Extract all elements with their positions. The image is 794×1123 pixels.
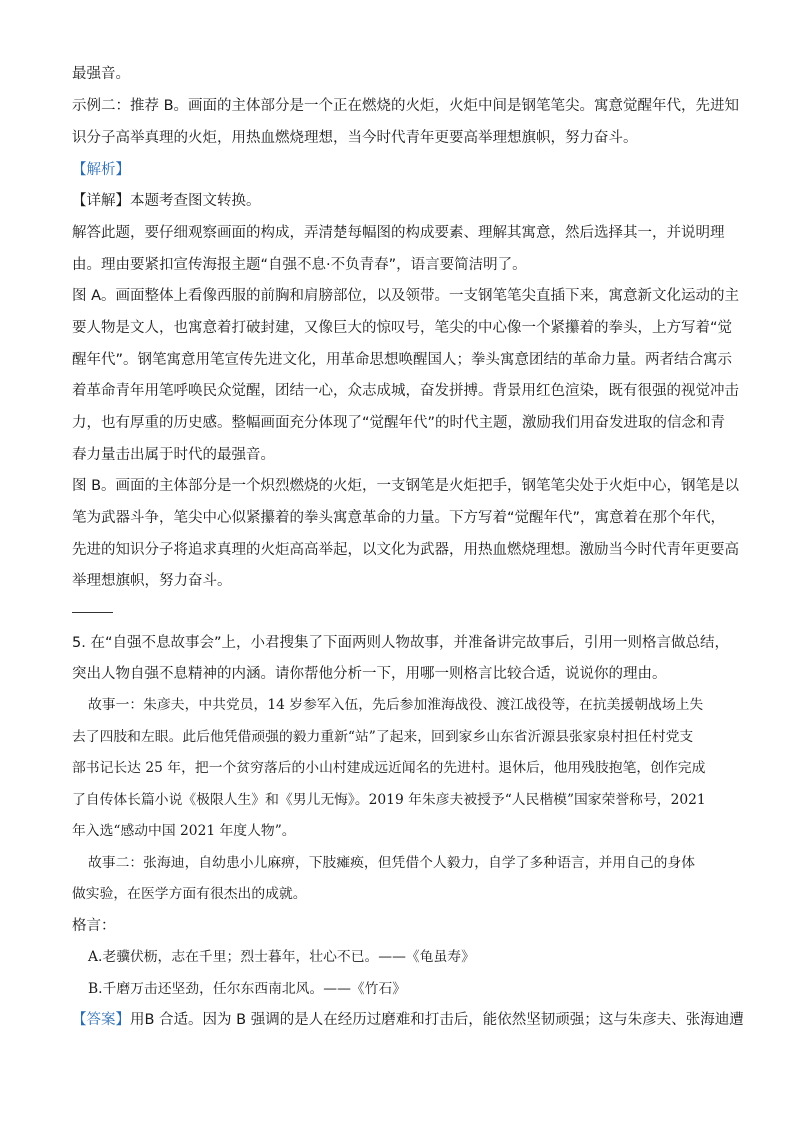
text-line: 由。理由要紧扣宣传海报主题“自强不息·不负青春”，语言要简洁明了。 <box>72 257 527 273</box>
text-line: 力，也有厚重的历史感。整幅画面充分体现了“觉醒年代”的时代主题，激励我们用奋发进取的信念和青 <box>72 415 726 431</box>
text-line: 举理想旗帜，努力奋斗。 <box>72 573 232 589</box>
text-line: 最强音。 <box>72 66 130 82</box>
answer-label: 【答案】 <box>72 1012 130 1028</box>
question-line: 突出人物自强不息精神的内涵。请你帮他分析一下，用哪一则格言比较合适，说说你的理由。 <box>72 666 667 682</box>
text-line: 识分子高举真理的火炬，用热血燃烧理想，当今时代青年更要高举理想旗帜，努力奋斗。 <box>72 130 638 146</box>
text-line: 示例二：推荐 B。画面的主体部分是一个正在燃烧的火炬，火炬中间是钢笔笔尖。寓意觉醒年代，先进知 <box>72 98 740 114</box>
story-line: 做实验，在医学方面有很杰出的成就。 <box>72 886 307 902</box>
text-line: 春力量击出属于时代的最强音。 <box>72 447 275 463</box>
text-line: 醒年代”。钢笔寓意用笔宣传先进文化，用革命思想唤醒国人；拳头寓意团结的革命力量。两者结合寓示 <box>72 352 733 368</box>
story-line: 部书记长达 25 年，把一个贫穷落后的小山村建成远近闻名的先进村。退休后，他用残肢抱笔，创作完成 <box>72 760 706 776</box>
motto-a: A.老骥伏枥，志在千里；烈士暮年，壮心不已。——《龟虽寿》 <box>88 949 475 965</box>
text-line: 先进的知识分子将追求真理的火炬高高举起，以文化为武器，用热血燃烧理想。激励当今时代青年更要高 <box>72 542 739 558</box>
answer-text: 用B 合适。因为 B 强调的是人在经历过磨难和打击后，能依然坚韧顽强；这与朱彦夫、张海迪遭 <box>130 1012 744 1028</box>
text-line: 笔为武器斗争，笔尖中心似紧攥着的拳头寓意革命的力量。下方写着“觉醒年代”，寓意着在那个年代， <box>72 510 726 526</box>
text-line: 解答此题，要仔细观察画面的构成，弄清楚每幅图的构成要素、理解其寓意，然后选择其一，并说明理 <box>72 225 725 241</box>
motto-heading: 格言： <box>72 918 116 934</box>
motto-b: B.千磨万击还坚劲，任尔东西南北风。——《竹石》 <box>88 981 407 997</box>
story-line: 故事一：朱彦夫，中共党员，14 岁参军入伍，先后参加淮海战役、渡江战役等，在抗美援朝战场上失 <box>88 697 704 713</box>
text-line: 图 B。画面的主体部分是一个炽烈燃烧的火炬，一支钢笔是火炬把手，钢笔笔尖处于火炬中心，钢笔是以 <box>72 478 740 494</box>
text-line: 着革命青年用笔呼唤民众觉醒，团结一心，众志成城，奋发拼搏。背景用红色渲染，既有很强的视觉冲击 <box>72 383 739 399</box>
text-line: 要人物是文人，也寓意着打破封建，又像巨大的惊叹号，笔尖的中心像一个紧攥着的拳头，上方写着“觉 <box>72 320 733 336</box>
analysis-label: 【解析】 <box>72 162 130 178</box>
story-line: 年入选“感动中国 2021 年度人物”。 <box>72 823 296 839</box>
text-line: 图 A。画面整体上看像西服的前胸和肩膀部位，以及领带。一支钢笔笔尖直插下来，寓意新文化运动的主 <box>72 288 740 304</box>
text-line: 【详解】本题考查图文转换。 <box>72 193 261 209</box>
story-line: 了自传体长篇小说《极限人生》和《男儿无悔》。2019 年朱彦夫被授予“人民楷模”国家荣誉称号，2021 <box>72 792 706 808</box>
story-line: 故事二：张海迪，自幼患小儿麻痹，下肢瘫痪，但凭借个人毅力，自学了多种语言，并用自己的身体 <box>88 855 696 871</box>
separator-rule <box>72 612 113 613</box>
question-line: 5. 在“自强不息故事会”上，小君搜集了下面两则人物故事，并准备讲完故事后，引用一则格言做总结， <box>72 635 729 651</box>
story-line: 去了四肢和左眼。此后他凭借顽强的毅力重新“站”了起来，回到家乡山东省沂源县张家泉村担任村党支 <box>72 729 694 745</box>
